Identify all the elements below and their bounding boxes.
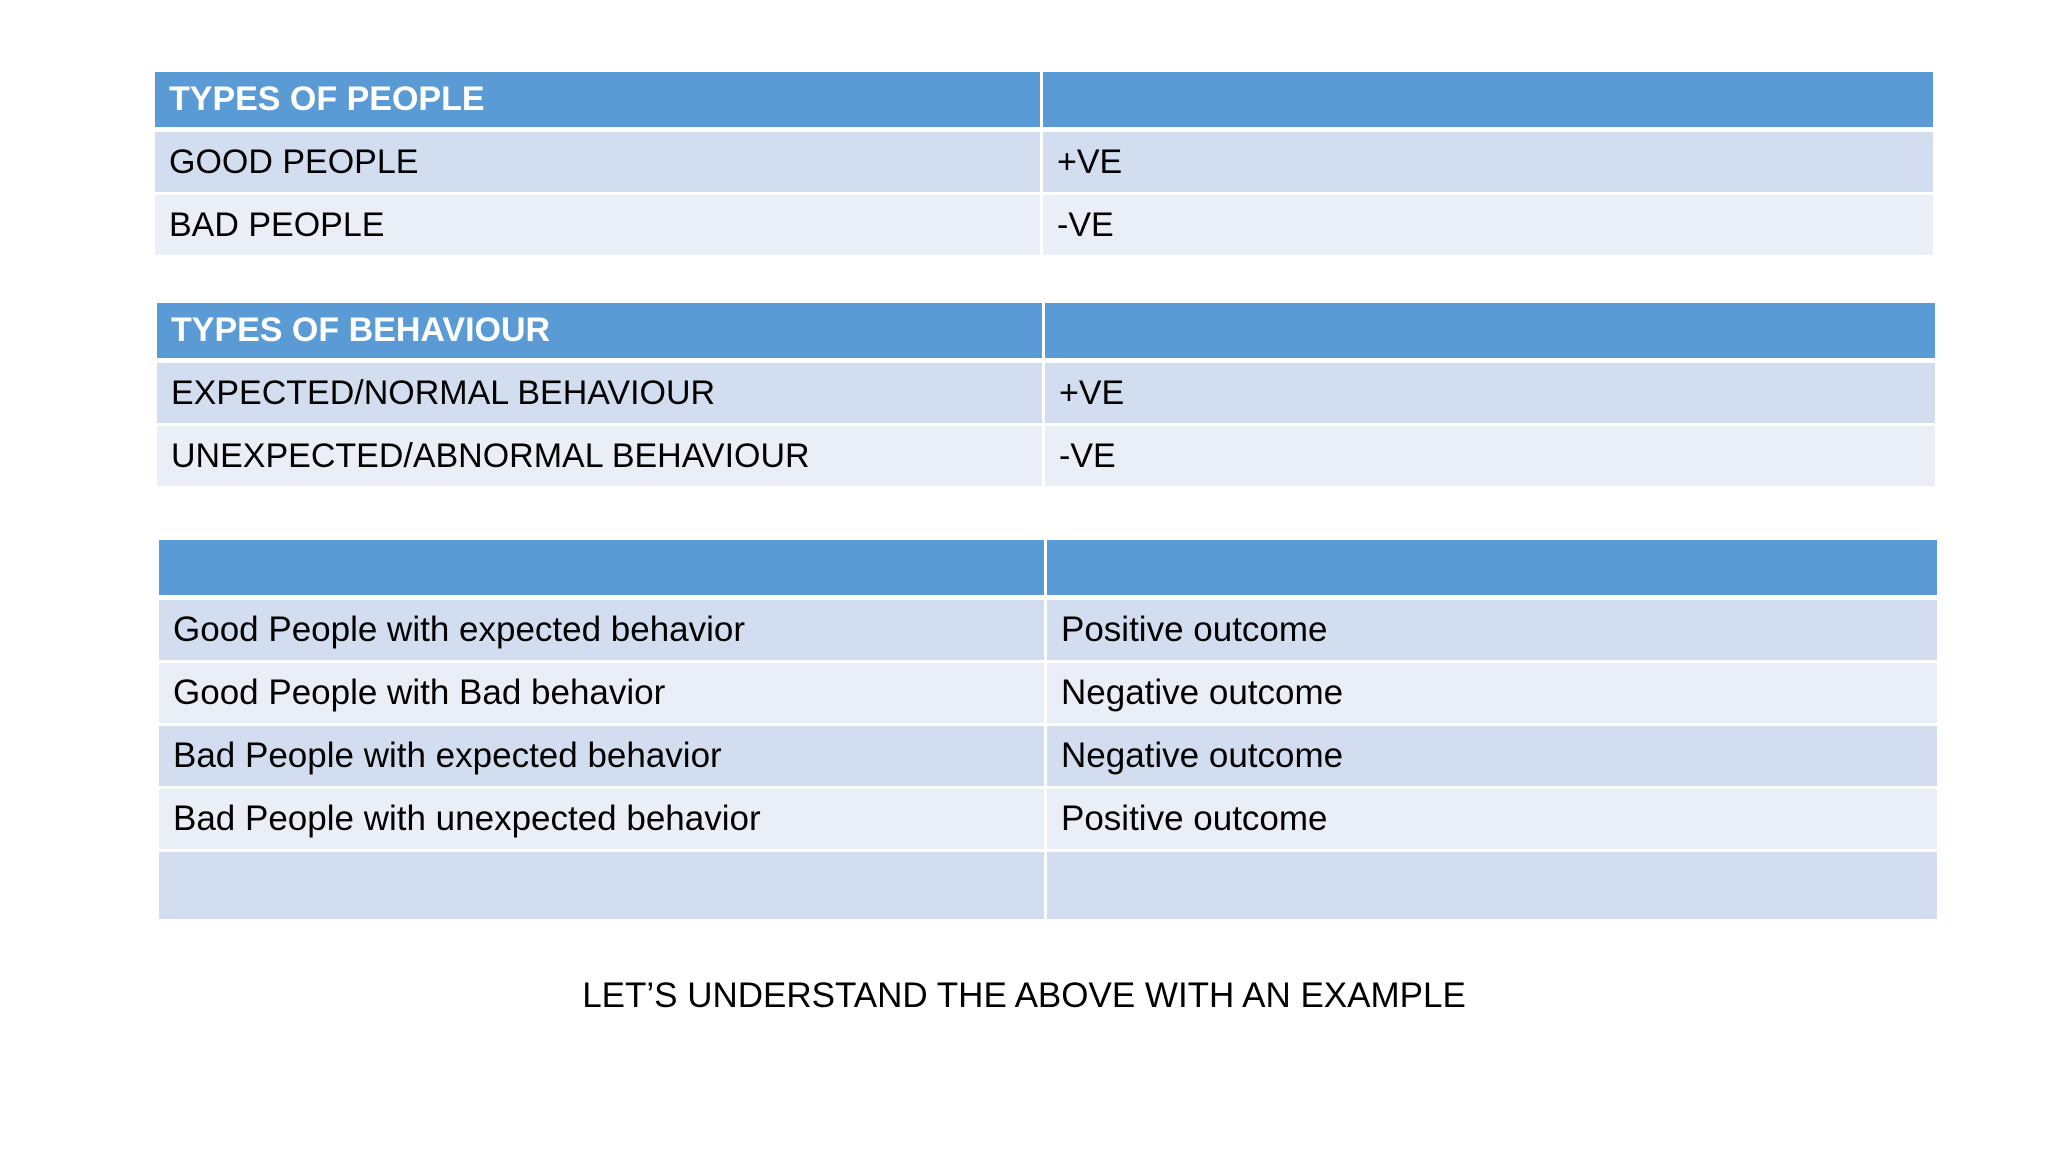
table-cell	[159, 852, 1047, 922]
table-row	[159, 600, 1937, 663]
table-cell: Negative outcome	[1047, 726, 1937, 789]
types-of-behaviour-table	[157, 303, 1935, 489]
table-row	[157, 426, 1935, 489]
types-of-people-table	[155, 72, 1933, 258]
table-cell: Good People with Bad behavior	[159, 663, 1047, 726]
header-cell	[1047, 540, 1937, 600]
table-cell: EXPECTED/NORMAL BEHAVIOUR	[157, 363, 1045, 426]
table-cell: -VE	[1043, 195, 1933, 258]
table-cell: Bad People with unexpected behavior	[159, 789, 1047, 852]
table-row	[155, 132, 1933, 195]
table-cell: -VE	[1045, 426, 1935, 489]
table-header-row	[157, 303, 1935, 363]
table-cell: Bad People with expected behavior	[159, 726, 1047, 789]
table-row	[155, 195, 1933, 258]
table-cell: Positive outcome	[1047, 600, 1937, 663]
table-row	[157, 363, 1935, 426]
table-header-row	[159, 540, 1937, 600]
table-cell: BAD PEOPLE	[155, 195, 1043, 258]
table-cell: Negative outcome	[1047, 663, 1937, 726]
table-cell: Positive outcome	[1047, 789, 1937, 852]
header-cell	[1043, 72, 1933, 132]
table-cell: GOOD PEOPLE	[155, 132, 1043, 195]
example-caption: LET’S UNDERSTAND THE ABOVE WITH AN EXAMPLE	[582, 976, 1466, 1015]
table-row	[159, 663, 1937, 726]
table-row	[159, 726, 1937, 789]
table-cell: +VE	[1045, 363, 1935, 426]
table-header-row	[155, 72, 1933, 132]
header-cell	[1045, 303, 1935, 363]
header-cell: TYPES OF BEHAVIOUR	[157, 303, 1045, 363]
table-cell	[1047, 852, 1937, 922]
header-cell	[159, 540, 1047, 600]
table-cell: +VE	[1043, 132, 1933, 195]
table-row	[159, 789, 1937, 852]
header-cell: TYPES OF PEOPLE	[155, 72, 1043, 132]
table-cell: UNEXPECTED/ABNORMAL BEHAVIOUR	[157, 426, 1045, 489]
outcome-combination-table	[159, 540, 1937, 922]
table-row	[159, 852, 1937, 922]
table-cell: Good People with expected behavior	[159, 600, 1047, 663]
